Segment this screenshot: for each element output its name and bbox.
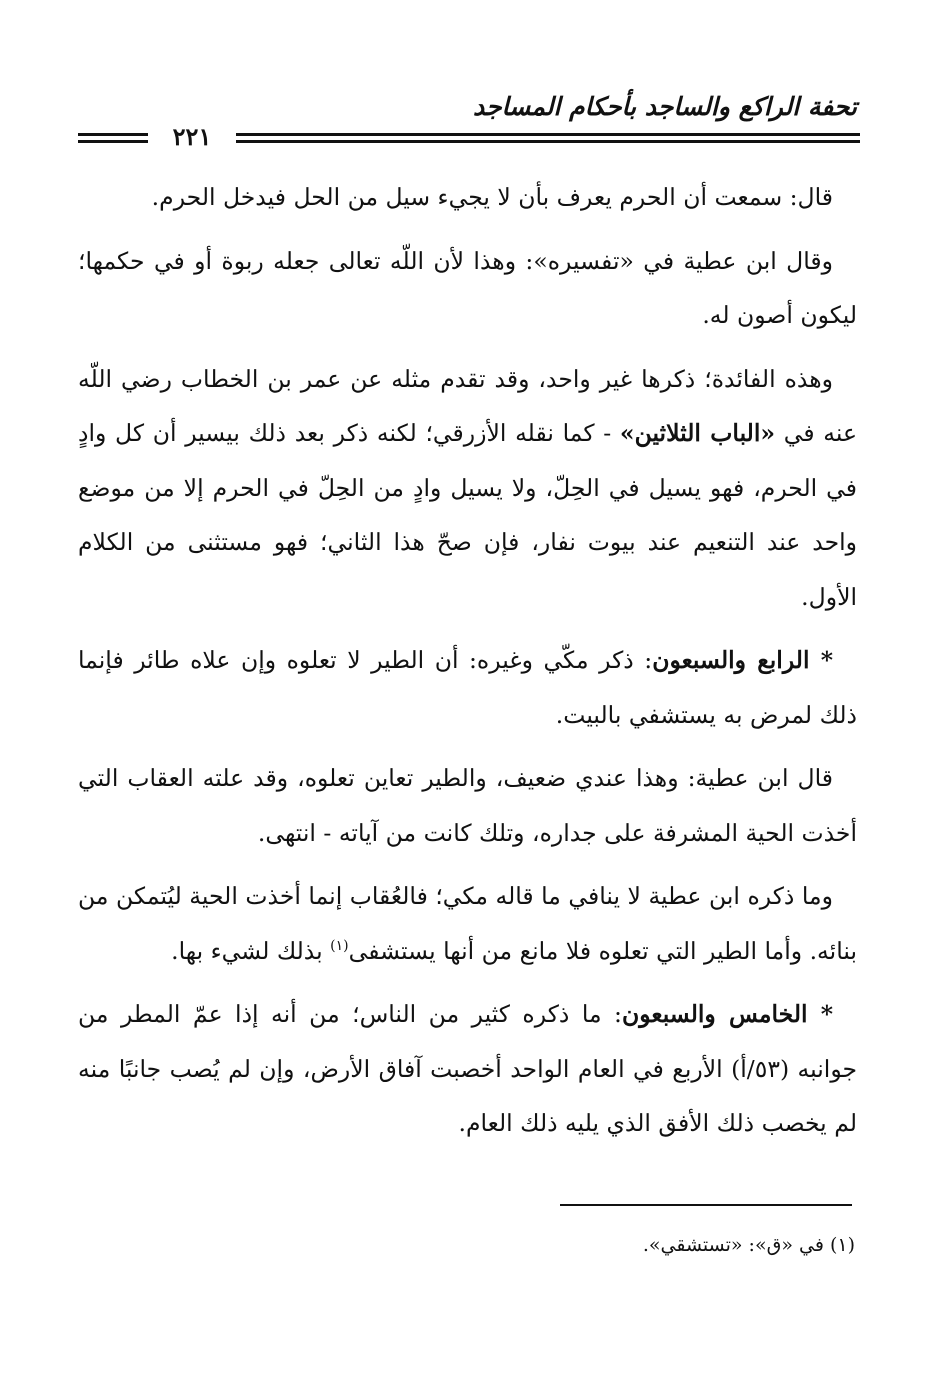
paragraph-6-text-b: بذلك لشيء بها.: [171, 936, 331, 965]
page-number: ٢٢١: [172, 122, 212, 151]
section-heading-75: * الخامس والسبعون: [621, 1000, 833, 1028]
footnote: (١) في «ق»: «تستشقي».: [642, 1234, 855, 1256]
paragraph-6: [78, 869, 857, 978]
paragraph-5-text: قال ابن عطية: وهذا عندي ضعيف، والطير تعاين تعلوه، وقد علته العقاب التي أخذت الحية المشرفة على جداره، وتلك كانت من آياته - انتهى.: [78, 764, 857, 847]
paragraph-2-text: وقال ابن عطية في «تفسيره»: وهذا لأن اللّه تعالى جعله ربوة أو في حكمها؛ ليكون أصون له.: [78, 246, 857, 329]
paragraph-3-text-b: - كما نقله الأزرقي؛ لكنه ذكر بعد ذلك بيسير أن كل وادٍ في الحرم، فهو يسيل في الحِلّ، ولا يسيل وادٍ من الحِلّ في الحرم إلا من موضع واحد عند التنعيم عند بيوت نفار، فإن صحّ هذا الثاني؛ فهو مستثنى من الكلام الأول.: [78, 419, 857, 611]
paragraph-1: [78, 170, 857, 225]
paragraph-6-text-a: وما ذكره ابن عطية لا ينافي ما قاله مكي؛ فالعُقاب إنما أخذت الحية ليُتمكن من بنائه. وأما الطير التي تعلوه فلا مانع من أنها يستشفى: [78, 882, 857, 965]
paragraph-7: [78, 987, 857, 1151]
paragraph-2: [78, 234, 857, 343]
chapter-reference: «الباب الثلاثين»: [619, 419, 776, 447]
header-rule-left: [78, 133, 148, 143]
footnote-separator: [560, 1204, 852, 1206]
main-text: [78, 170, 857, 1160]
footnote-marker: (١): [330, 937, 349, 954]
paragraph-3: [78, 352, 857, 625]
paragraph-4-text: : ذكر مكّي وغيره: أن الطير لا تعلوه وإن علاه طائر فإنما ذلك لمرض به يستشفي بالبيت.: [78, 646, 857, 729]
paragraph-5: [78, 751, 857, 860]
running-header-title: تحفة الراكع والساجد بأحكام المساجد: [472, 92, 857, 121]
section-heading-74: * الرابع والسبعون: [652, 646, 833, 674]
paragraph-3-text-a: وهذه الفائدة؛ ذكرها غير واحد، وقد تقدم مثله عن عمر بن الخطاب رضي اللّه عنه في: [78, 364, 857, 447]
paragraph-1-text: قال: سمعت أن الحرم يعرف بأن لا يجيء سيل من الحل فيدخل الحرم.: [151, 183, 833, 211]
header-rule-right: [236, 133, 860, 143]
paragraph-7-text: : ما ذكره كثير من الناس؛ من أنه إذا عمّ المطر من جوانبه (٥٣/أ) الأربع في العام الواحد أخصبت آفاق الأرض، وإن لم يُصب جانبًا منه لم يخصب ذلك الأفق الذي يليه ذلك العام.: [78, 1000, 857, 1137]
paragraph-4: [78, 633, 857, 742]
